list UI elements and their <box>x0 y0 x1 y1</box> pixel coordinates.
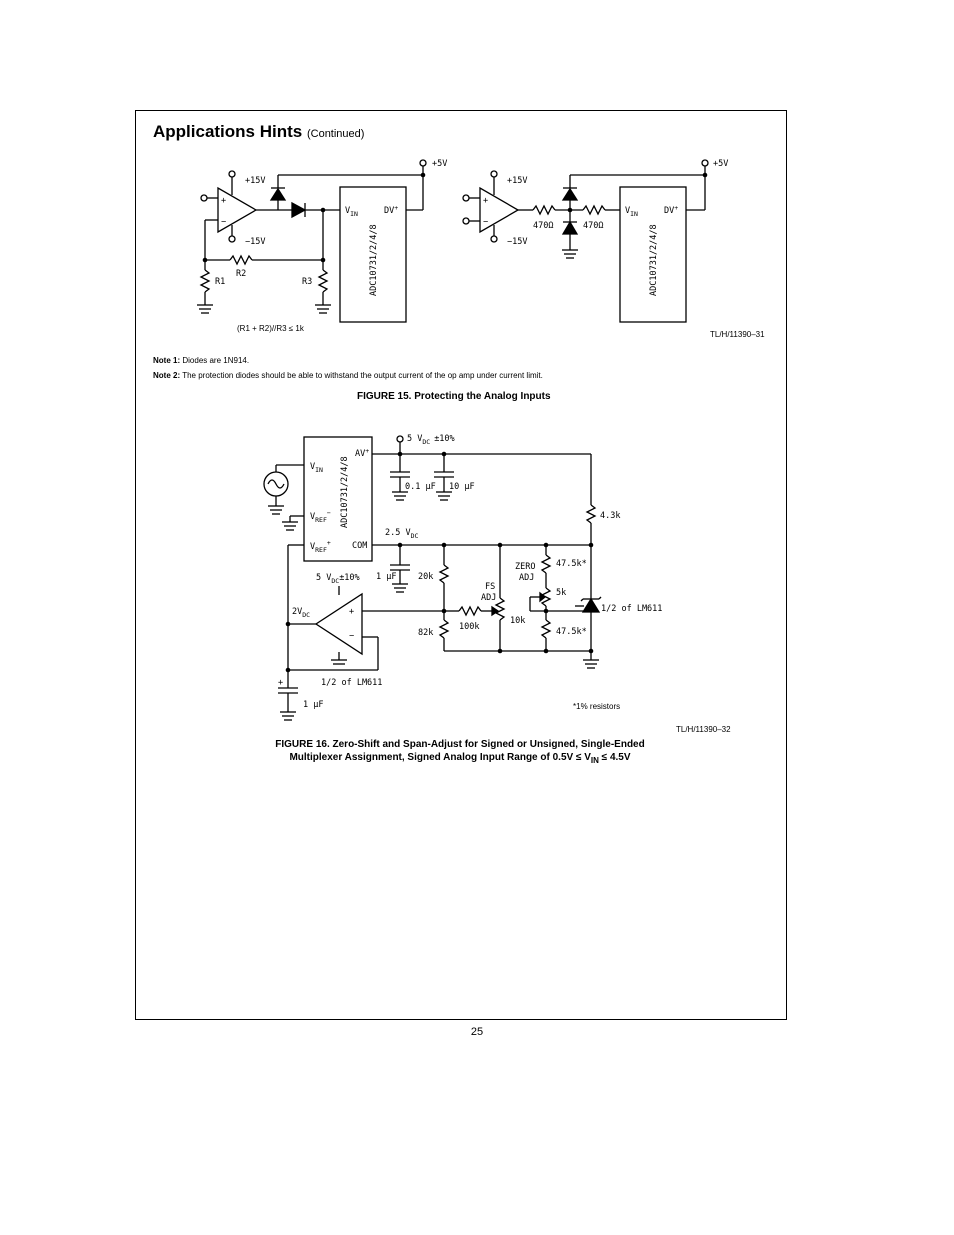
fig16-caption-line1: FIGURE 16. Zero-Shift and Span-Adjust for Signed or Unsigned, Single-Ended <box>275 739 645 750</box>
fig15-condition: (R1 + R2)//R3 ≤ 1k <box>237 324 304 333</box>
f16-r20k: 20k <box>418 572 434 582</box>
caption2-b: ≤ 4.5V <box>598 752 631 763</box>
f16-r475b: 47.5k* <box>556 627 587 637</box>
fig16-code: TL/H/11390–32 <box>676 725 731 734</box>
f16-chip: ADC10731/2/4/8 <box>340 456 350 528</box>
note1-label: Note 1: <box>153 356 181 365</box>
f16-plus-cap: + <box>278 678 284 688</box>
fig15-right-labels <box>483 159 728 296</box>
f16-r475a: 47.5k* <box>556 559 587 569</box>
fig15-right-circuit <box>463 160 708 322</box>
f16-c3: 1 μF <box>376 572 397 582</box>
fig15-note2 <box>153 371 543 380</box>
f16-supply2: 5 $V_{DC}\pm 10\%$ <box>316 573 360 585</box>
f15l-r2: R2 <box>236 269 247 279</box>
f16-op-plus: + <box>349 607 355 617</box>
f16-zero-adj: ADJ <box>519 573 535 583</box>
fig16-footnote: *1% resistors <box>573 702 621 711</box>
f16-com: COM <box>352 541 368 551</box>
note2-label: Note 2: <box>153 371 181 380</box>
f15r-plus15v: +15V <box>507 176 528 186</box>
f16-vin: $V_{IN}$ <box>310 462 323 474</box>
f15l-op-minus: − <box>221 217 227 227</box>
f15r-res-b: 470Ω <box>583 221 604 231</box>
f16-v2: $2V_{DC}$ <box>292 607 311 619</box>
fig15-left-circuit <box>197 160 426 322</box>
f15r-plus5v: +5V <box>713 159 729 169</box>
note2-text: The protection diodes should be able to withstand the output current of the op amp under current limit. <box>182 371 543 380</box>
f15l-r1: R1 <box>215 277 226 287</box>
f16-c4: 1 μF <box>303 700 324 710</box>
f15r-vin: $V_{IN}$ <box>625 206 638 218</box>
f16-supply: 5 $V_{DC} \pm 10\%$ <box>407 434 455 446</box>
f15r-op-plus: + <box>483 196 489 206</box>
fig16-caption-line2 <box>200 752 720 765</box>
fig16-opamp <box>316 594 362 654</box>
f16-av: AV+ <box>355 447 370 459</box>
f16-r82k: 82k <box>418 628 434 638</box>
f16-c2: 10 μF <box>449 482 475 492</box>
f15r-dv: DV+ <box>664 204 679 216</box>
f15l-r3: R3 <box>302 277 313 287</box>
f16-r43k: 4.3k <box>600 511 621 521</box>
f15r-minus15v: −15V <box>507 237 528 247</box>
f16-c1: 0.1 μF <box>405 482 436 492</box>
f16-r5k: 5k <box>556 588 567 598</box>
f16-fs: FS <box>485 582 496 592</box>
f15l-plus5v: +5V <box>432 159 448 169</box>
fig15-note1 <box>153 356 249 365</box>
f16-v25: 2.5 $V_{DC}$ <box>385 528 419 540</box>
heading-title: Applications Hints <box>153 122 303 141</box>
fig15-code: TL/H/11390–31 <box>710 330 765 339</box>
f15l-dv: DV+ <box>384 204 399 216</box>
caption2-sub: IN <box>590 756 599 765</box>
f15l-vin: $V_{IN}$ <box>345 206 358 218</box>
f16-vref-plus: $V_{REF}^+$ <box>310 539 331 554</box>
f15l-minus15v: −15V <box>245 237 266 247</box>
f16-r10k: 10k <box>510 616 526 626</box>
f16-lm611b: 1/2 of LM611 <box>321 678 383 688</box>
f15r-op-minus: − <box>483 217 489 227</box>
page-number: 25 <box>470 1026 484 1038</box>
f15l-plus15v: +15V <box>245 176 266 186</box>
heading-continued: (Continued) <box>306 128 365 140</box>
f16-lm611a: 1/2 of LM611 <box>601 604 663 614</box>
fig15-left-labels <box>215 159 447 296</box>
caption2-a: Multiplexer Assignment, Signed Analog Input Range of 0.5V ≤ V <box>289 752 591 763</box>
f15r-res-a: 470Ω <box>533 221 554 231</box>
f16-fs-adj: ADJ <box>481 593 497 603</box>
f16-zero: ZERO <box>515 562 536 572</box>
f15r-chip: ADC10731/2/4/8 <box>649 224 659 296</box>
note1-text: Diodes are 1N914. <box>182 356 250 365</box>
f15l-chip: ADC10731/2/4/8 <box>369 224 379 296</box>
f16-vref-minus: $V_{REF}^-$ <box>310 509 331 524</box>
f16-op-minus: − <box>349 631 355 641</box>
f16-r100k: 100k <box>459 622 480 632</box>
fig15-caption: FIGURE 15. Protecting the Analog Inputs <box>357 391 551 402</box>
f15l-op-plus: + <box>221 196 227 206</box>
